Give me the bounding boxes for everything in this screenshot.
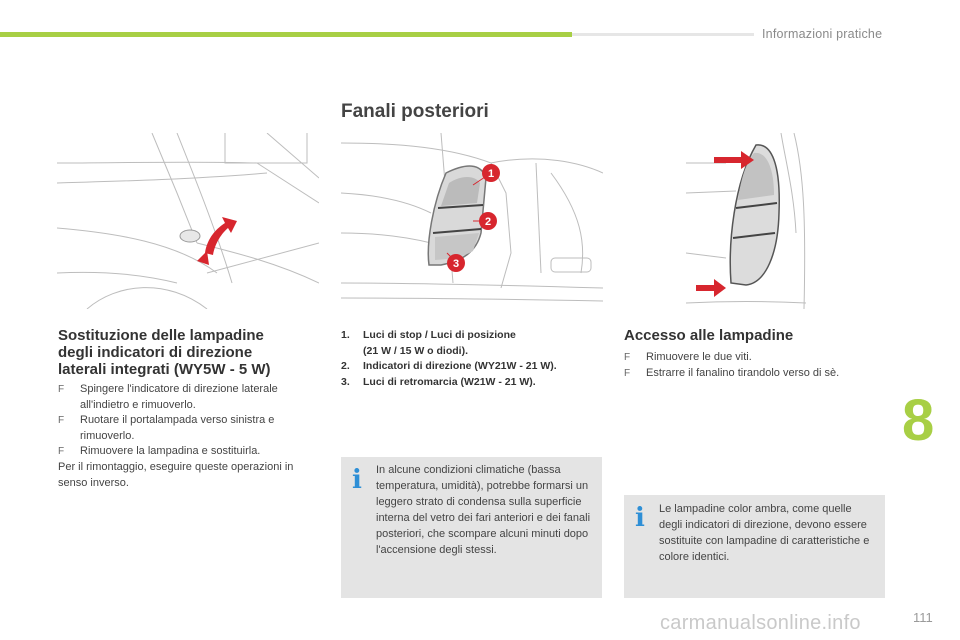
list-item: F Spingere l'indicatore di direzione laterale all'indietro e rimuoverlo. (58, 383, 278, 411)
callout-2-label: 2 (484, 216, 492, 228)
list-item: F Estrarre il fanalino tirandolo verso di sè. (624, 366, 886, 382)
info-box-condensation (341, 457, 602, 598)
section-title: Fanali posteriori (341, 101, 489, 122)
header-title: Informazioni pratiche (762, 27, 883, 41)
info-icon: i (352, 465, 362, 495)
bullet-marker: F (624, 367, 631, 379)
header-divider (572, 33, 754, 36)
bullet-marker: F (58, 446, 65, 457)
rotate-arrow-icon (197, 217, 237, 265)
list-item: 2. Indicatori di direzione (WY21W - 21 W). (341, 360, 557, 372)
page-number: 111 (913, 610, 933, 625)
figure-rear-lamp-callouts (341, 133, 603, 309)
rear-lamp-removed (730, 145, 779, 285)
list-item: 1. Luci di stop / Luci di posizione (21 W / 15 W o diodi). (341, 329, 516, 357)
left-bullet-list (58, 382, 316, 460)
rear-lamp-legend (341, 328, 611, 390)
screw-arrow-bottom-icon (696, 279, 726, 297)
rear-lamp-cluster (428, 166, 486, 265)
list-item: F Ruotare il portalampada verso sinistra e rimuoverlo. (58, 414, 275, 442)
left-note: Per il rimontaggio, eseguire queste operazioni in senso inverso. (58, 461, 294, 489)
chapter-number: 8 (902, 388, 935, 453)
left-heading: Sostituzione delle lampadine degli indicatori di direzione laterali integrati (WY5W - 5 W) (58, 327, 271, 378)
list-item: 3. Luci di retromarcia (W21W - 21 W). (341, 375, 536, 388)
figure-lamp-access (686, 133, 806, 309)
side-indicator-lens (180, 230, 200, 242)
callout-1-label: 1 (487, 168, 495, 180)
right-heading: Accesso alle lampadine (624, 327, 794, 344)
right-bullet-list (624, 350, 886, 381)
figure-side-indicator (57, 133, 319, 309)
bullet-marker: F (58, 415, 65, 426)
list-item: F Rimuovere la lampadina e sostituirla. (58, 444, 316, 460)
info-box-amber-bulbs (624, 495, 885, 598)
info-text: In alcune condizioni climatiche (bassa temperatura, umidità), potrebbe formarsi un leggero strato di condensa sulla superficie interna del vetro dei fari anteriori e dei fanali posteriori, che scompare alcuni minuti dopo l'accensione degli stessi. (376, 464, 591, 556)
bullet-marker: F (624, 352, 631, 363)
callout-3-label: 3 (452, 258, 460, 270)
info-text: Le lampadine color ambra, come quelle degli indicatori di direzione, devono essere sostituite con lampadine di caratteristiche e colore identici. (659, 503, 870, 563)
info-icon: i (635, 503, 645, 533)
list-item: F Rimuovere le due viti. (624, 350, 886, 366)
watermark: carmanualsonline.info (660, 612, 861, 634)
bullet-marker: F (58, 384, 65, 395)
header-accent-bar (0, 32, 572, 37)
